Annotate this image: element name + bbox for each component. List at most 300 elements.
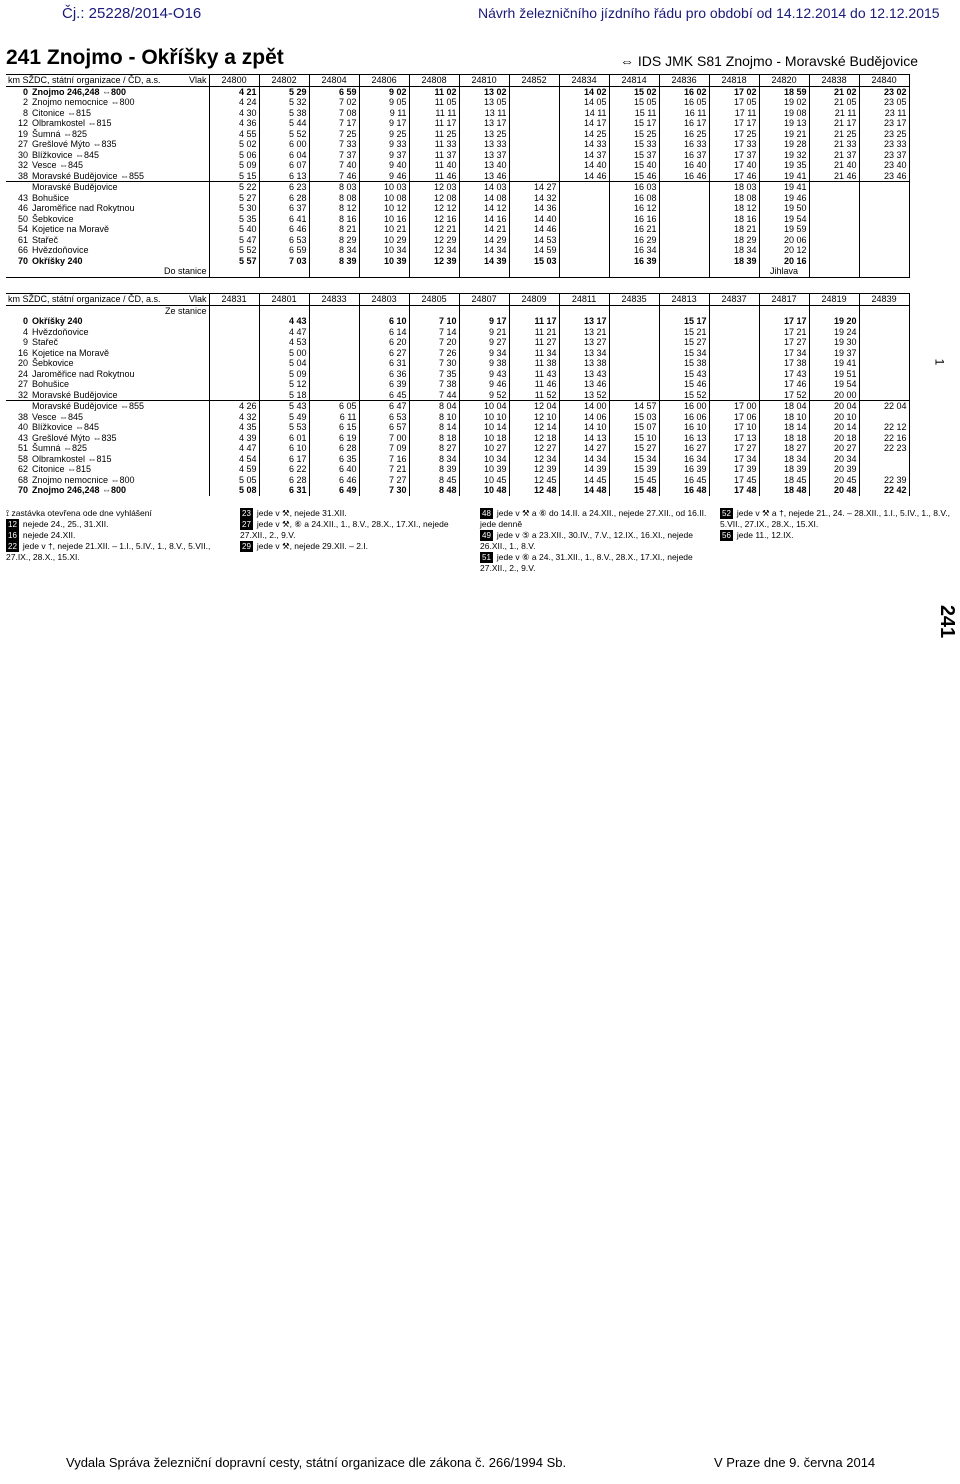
time-cell: 4 39 [209, 433, 259, 444]
time-cell: 23 05 [859, 97, 909, 108]
time-cell: 4 55 [209, 129, 259, 140]
time-cell [809, 256, 859, 267]
time-cell: 6 53 [359, 412, 409, 423]
table-row [6, 203, 909, 214]
time-cell: 14 57 [609, 401, 659, 412]
table-row [6, 139, 909, 150]
time-cell [709, 369, 759, 380]
footnote [480, 552, 716, 574]
time-cell: 14 40 [559, 160, 609, 171]
table-row [6, 160, 909, 171]
time-cell [859, 182, 909, 193]
time-cell: 12 08 [409, 193, 459, 204]
time-cell: 15 27 [659, 337, 709, 348]
station-name: Blížkovice ⇔845 [30, 422, 209, 433]
time-cell: 18 34 [759, 454, 809, 465]
footnote [6, 508, 236, 519]
time-cell: 6 27 [359, 348, 409, 359]
time-cell: 19 28 [759, 139, 809, 150]
footnotes-col-3 [480, 508, 716, 574]
time-cell: 23 33 [859, 139, 909, 150]
km-cell: 46 [17, 203, 28, 214]
time-cell: 11 05 [409, 97, 459, 108]
cell [659, 305, 709, 316]
time-cell: 16 21 [609, 224, 659, 235]
time-cell [859, 358, 909, 369]
km-cell: 16 [17, 347, 28, 358]
cell [209, 305, 259, 316]
time-cell: 7 02 [309, 97, 359, 108]
time-cell: 4 47 [209, 443, 259, 454]
stop-icon: ⟟ [6, 508, 12, 518]
time-cell: 6 13 [259, 171, 309, 182]
time-cell: 7 35 [409, 369, 459, 380]
time-cell: 16 34 [659, 454, 709, 465]
time-cell: 16 06 [659, 412, 709, 423]
train-number: 24837 [709, 294, 759, 306]
time-cell: 12 10 [509, 412, 559, 423]
time-cell: 16 08 [609, 193, 659, 204]
time-cell [609, 337, 659, 348]
time-cell: 9 11 [359, 108, 409, 119]
time-cell [209, 337, 259, 348]
train-number: 24814 [609, 75, 659, 87]
km-cell: 50 [17, 213, 28, 224]
time-cell: 8 04 [409, 401, 459, 412]
time-cell [659, 182, 709, 193]
time-cell: 12 04 [509, 401, 559, 412]
km-cell: 32 [17, 160, 28, 171]
time-cell: 11 52 [509, 390, 559, 401]
time-cell: 6 10 [259, 443, 309, 454]
time-cell: 14 03 [459, 182, 509, 193]
time-cell: 19 41 [759, 171, 809, 182]
time-cell: 15 48 [609, 485, 659, 496]
footnote-badge: 51 [482, 553, 491, 562]
train-number: 24807 [459, 294, 509, 306]
train-number: 24840 [859, 75, 909, 87]
time-cell: 15 03 [509, 256, 559, 267]
time-cell [609, 327, 659, 338]
time-cell: 10 39 [459, 464, 509, 475]
table-row [6, 464, 909, 475]
time-cell: 14 32 [509, 193, 559, 204]
time-cell: 14 37 [559, 150, 609, 161]
train-number: 24831 [209, 294, 259, 306]
train-number: 24819 [809, 294, 859, 306]
time-cell: 12 39 [409, 256, 459, 267]
time-cell: 8 48 [409, 485, 459, 496]
time-cell: 9 27 [459, 337, 509, 348]
time-cell: 22 42 [859, 485, 909, 496]
footnote-text: jede v ⑥ a 24., 31.XII., 1., 8.V., 28.X., 17.XI., nejede 27.XII., 2., 9.V. [480, 552, 693, 573]
time-cell: 15 40 [609, 160, 659, 171]
time-cell: 6 20 [359, 337, 409, 348]
time-cell [309, 390, 359, 401]
time-cell [209, 390, 259, 401]
km-cell: 43 [17, 192, 28, 203]
time-cell: 13 21 [559, 327, 609, 338]
time-cell: 15 37 [609, 150, 659, 161]
km-cell: 0 [22, 86, 28, 97]
time-cell: 7 30 [359, 485, 409, 496]
time-cell: 15 33 [609, 139, 659, 150]
time-cell: 7 30 [409, 358, 459, 369]
time-cell [659, 224, 709, 235]
time-cell: 17 39 [709, 464, 759, 475]
time-cell: 14 05 [559, 97, 609, 108]
km-cell: 12 [17, 118, 28, 129]
time-cell: 22 12 [859, 422, 909, 433]
time-cell [659, 193, 709, 204]
footnote-text: jede 11., 12.IX. [736, 530, 794, 540]
time-cell: 12 34 [509, 454, 559, 465]
time-cell: 5 40 [209, 224, 259, 235]
time-cell: 13 34 [559, 348, 609, 359]
time-cell [209, 316, 259, 327]
time-cell: 17 52 [759, 390, 809, 401]
time-cell: 11 38 [509, 358, 559, 369]
time-cell: 8 34 [309, 245, 359, 256]
footnote [240, 541, 476, 552]
time-cell: 7 40 [309, 160, 359, 171]
time-cell: 7 09 [359, 443, 409, 454]
time-cell: 18 10 [759, 412, 809, 423]
km-cell: 24 [17, 368, 28, 379]
from-label: Ze stanice [30, 305, 209, 316]
time-cell: 15 38 [659, 358, 709, 369]
time-cell: 12 16 [409, 214, 459, 225]
time-cell [559, 245, 609, 256]
time-cell: 18 08 [709, 193, 759, 204]
km-cell [6, 182, 30, 193]
time-cell [709, 358, 759, 369]
time-cell: 17 46 [759, 379, 809, 390]
time-cell: 22 39 [859, 475, 909, 486]
time-cell: 11 37 [409, 150, 459, 161]
time-cell: 11 11 [409, 108, 459, 119]
time-cell [809, 224, 859, 235]
station-name: Stařeč [30, 235, 209, 246]
time-cell: 20 16 [759, 256, 809, 267]
time-cell: 11 40 [409, 160, 459, 171]
time-cell: 15 10 [609, 433, 659, 444]
table-row [6, 348, 909, 359]
train-number: 24833 [309, 294, 359, 306]
time-cell: 9 05 [359, 97, 409, 108]
km-cell: 66 [17, 245, 28, 256]
time-cell: 5 47 [209, 235, 259, 246]
time-cell: 15 07 [609, 422, 659, 433]
side-table-number: 241 [936, 604, 959, 639]
time-cell: 5 49 [259, 412, 309, 423]
time-cell: 14 59 [509, 245, 559, 256]
footnote-badge: 27 [242, 520, 251, 529]
time-cell: 16 34 [609, 245, 659, 256]
time-cell: 14 46 [559, 171, 609, 182]
km-cell: 40 [17, 422, 28, 433]
time-cell: 15 05 [609, 97, 659, 108]
time-cell: 7 10 [409, 316, 459, 327]
time-cell: 5 32 [259, 97, 309, 108]
time-cell: 5 43 [259, 401, 309, 412]
time-cell: 6 28 [259, 193, 309, 204]
cell [259, 266, 309, 277]
cell [309, 305, 359, 316]
time-cell: 8 34 [409, 454, 459, 465]
station-name: Znojmo nemocnice ⇔800 [30, 475, 209, 486]
time-cell [209, 358, 259, 369]
km-cell [6, 266, 30, 277]
km-cell: 0 [22, 316, 28, 327]
time-cell [859, 316, 909, 327]
table-row [6, 171, 909, 182]
station-name: Moravské Budějovice [30, 390, 209, 401]
time-cell: 6 11 [309, 412, 359, 423]
time-cell: 10 34 [459, 454, 509, 465]
time-cell: 18 48 [759, 485, 809, 496]
time-cell [509, 108, 559, 119]
time-cell [709, 348, 759, 359]
time-cell [859, 464, 909, 475]
time-cell: 12 03 [409, 182, 459, 193]
footnote-text: nejede 24., 25., 31.XII. [22, 519, 109, 529]
station-name: Šumná ⇔825 [30, 443, 209, 454]
time-cell: 13 25 [459, 129, 509, 140]
time-cell: 12 34 [409, 245, 459, 256]
time-cell: 8 03 [309, 182, 359, 193]
cell [409, 266, 459, 277]
time-cell: 23 25 [859, 129, 909, 140]
time-cell: 16 39 [659, 464, 709, 475]
km-cell: 51 [17, 443, 28, 454]
time-cell [659, 235, 709, 246]
time-cell: 9 40 [359, 160, 409, 171]
table-row [6, 485, 909, 496]
train-number: 24820 [759, 75, 809, 87]
time-cell [809, 245, 859, 256]
footnote-badge: 48 [482, 509, 491, 518]
time-cell: 5 04 [259, 358, 309, 369]
time-cell: 12 14 [509, 422, 559, 433]
time-cell: 16 48 [659, 485, 709, 496]
time-cell [309, 337, 359, 348]
time-cell: 10 10 [459, 412, 509, 423]
time-cell [309, 348, 359, 359]
station-name: Vesce ⇔845 [30, 160, 209, 171]
time-cell: 6 07 [259, 160, 309, 171]
time-cell: 4 21 [209, 86, 259, 97]
time-cell: 8 16 [309, 214, 359, 225]
time-cell: 19 13 [759, 118, 809, 129]
table-row [6, 401, 909, 412]
time-cell: 6 19 [309, 433, 359, 444]
time-cell: 5 44 [259, 118, 309, 129]
time-cell [859, 214, 909, 225]
time-cell [859, 224, 909, 235]
time-cell: 5 30 [209, 203, 259, 214]
time-cell: 20 12 [759, 245, 809, 256]
train-number: 24810 [459, 75, 509, 87]
km-cell: 38 [17, 170, 28, 181]
time-cell: 5 27 [209, 193, 259, 204]
table-row [6, 412, 909, 423]
train-number: 24835 [609, 294, 659, 306]
time-cell: 19 30 [809, 337, 859, 348]
time-cell: 21 02 [809, 86, 859, 97]
time-cell: 6 35 [309, 454, 359, 465]
footnote [480, 530, 716, 552]
cell [359, 266, 409, 277]
time-cell: 21 11 [809, 108, 859, 119]
station-name: Kojetice na Moravě [30, 224, 209, 235]
time-cell: 4 26 [209, 401, 259, 412]
time-cell: 19 20 [809, 316, 859, 327]
time-cell: 10 12 [359, 203, 409, 214]
time-cell [509, 160, 559, 171]
time-cell: 20 00 [809, 390, 859, 401]
time-cell: 11 02 [409, 86, 459, 97]
time-cell: 13 17 [559, 316, 609, 327]
station-name: Citonice ⇔815 [30, 464, 209, 475]
cell [359, 305, 409, 316]
time-cell: 16 29 [609, 235, 659, 246]
time-cell: 10 04 [459, 401, 509, 412]
train-number: 24806 [359, 75, 409, 87]
time-cell: 11 17 [409, 118, 459, 129]
time-cell: 7 46 [309, 171, 359, 182]
footnote [480, 508, 716, 530]
time-cell [609, 390, 659, 401]
time-cell: 14 08 [459, 193, 509, 204]
time-cell: 14 25 [559, 129, 609, 140]
time-cell: 17 06 [709, 412, 759, 423]
time-cell: 20 14 [809, 422, 859, 433]
time-cell: 17 11 [709, 108, 759, 119]
time-cell: 6 49 [309, 485, 359, 496]
time-cell: 17 46 [709, 171, 759, 182]
time-cell [609, 369, 659, 380]
time-cell: 15 17 [659, 316, 709, 327]
time-cell: 8 14 [409, 422, 459, 433]
km-cell: 58 [17, 453, 28, 464]
time-cell [509, 129, 559, 140]
time-cell: 14 45 [559, 475, 609, 486]
time-cell: 6 28 [309, 443, 359, 454]
km-cell: 8 [22, 107, 28, 118]
time-cell: 9 17 [459, 316, 509, 327]
time-cell: 16 16 [609, 214, 659, 225]
time-cell: 18 39 [759, 464, 809, 475]
time-cell: 6 31 [359, 358, 409, 369]
train-number: 24836 [659, 75, 709, 87]
time-cell: 20 48 [809, 485, 859, 496]
km-cell: 19 [17, 128, 28, 139]
time-cell: 6 59 [309, 86, 359, 97]
train-number: 24813 [659, 294, 709, 306]
time-cell: 13 38 [559, 358, 609, 369]
time-cell: 16 25 [659, 129, 709, 140]
time-cell: 6 46 [309, 475, 359, 486]
time-cell: 7 17 [309, 118, 359, 129]
train-number: 24804 [309, 75, 359, 87]
org-header: km SŽDC, státní organizace / ČD, a.s. [8, 75, 161, 86]
time-cell [659, 214, 709, 225]
time-cell [559, 203, 609, 214]
time-cell: 4 54 [209, 454, 259, 465]
time-cell [859, 193, 909, 204]
time-cell: 19 54 [759, 214, 809, 225]
timetable-direction-1 [6, 74, 910, 278]
cell [459, 266, 509, 277]
station-name: Jaroměřice nad Rokytnou [30, 203, 209, 214]
time-cell: 7 21 [359, 464, 409, 475]
km-cell: 4 [22, 326, 28, 337]
km-cell: 27 [17, 139, 28, 150]
time-cell: 4 53 [259, 337, 309, 348]
km-cell: 2 [22, 97, 28, 108]
cell [609, 305, 659, 316]
time-cell: 17 34 [759, 348, 809, 359]
document-heading: Návrh železničního jízdního řádu pro období od 14.12.2014 do 12.12.2015 [478, 5, 940, 21]
cell [709, 305, 759, 316]
time-cell: 4 35 [209, 422, 259, 433]
table-row [6, 214, 909, 225]
time-cell: 7 08 [309, 108, 359, 119]
time-cell: 6 53 [259, 235, 309, 246]
table-row [6, 422, 909, 433]
destination-cell: Jihlava [759, 266, 809, 277]
vlak-header: Vlak [163, 75, 210, 87]
time-cell [209, 369, 259, 380]
time-cell: 15 52 [659, 390, 709, 401]
time-cell: 11 46 [409, 171, 459, 182]
time-cell: 16 17 [659, 118, 709, 129]
time-cell: 14 10 [559, 422, 609, 433]
time-cell [509, 118, 559, 129]
time-cell: 11 46 [509, 379, 559, 390]
time-cell: 17 37 [709, 150, 759, 161]
station-name: Citonice ⇔815 [30, 108, 209, 119]
time-cell: 4 32 [209, 412, 259, 423]
time-cell: 14 17 [559, 118, 609, 129]
time-cell: 7 16 [359, 454, 409, 465]
time-cell: 19 24 [809, 327, 859, 338]
km-cell: 32 [17, 389, 28, 400]
time-cell: 6 46 [259, 224, 309, 235]
station-name: Stařeč [30, 337, 209, 348]
time-cell: 5 29 [259, 86, 309, 97]
cell [459, 305, 509, 316]
footnote-text: jede v ⚒ a ⑥ do 14.II. a 24.XII., nejede 27.XII., od 16.II. jede denně [480, 508, 707, 529]
table-row [6, 316, 909, 327]
time-cell: 15 17 [609, 118, 659, 129]
time-cell: 19 41 [759, 182, 809, 193]
time-cell: 17 43 [759, 369, 809, 380]
time-cell: 8 10 [409, 412, 459, 423]
cell [609, 266, 659, 277]
time-cell: 9 38 [459, 358, 509, 369]
time-cell [859, 235, 909, 246]
time-cell: 6 47 [359, 401, 409, 412]
time-cell [859, 369, 909, 380]
time-cell [859, 256, 909, 267]
time-cell: 16 40 [659, 160, 709, 171]
time-cell: 12 18 [509, 433, 559, 444]
time-cell: 21 17 [809, 118, 859, 129]
time-cell: 5 06 [209, 150, 259, 161]
to-label: Do stanice [30, 266, 209, 277]
